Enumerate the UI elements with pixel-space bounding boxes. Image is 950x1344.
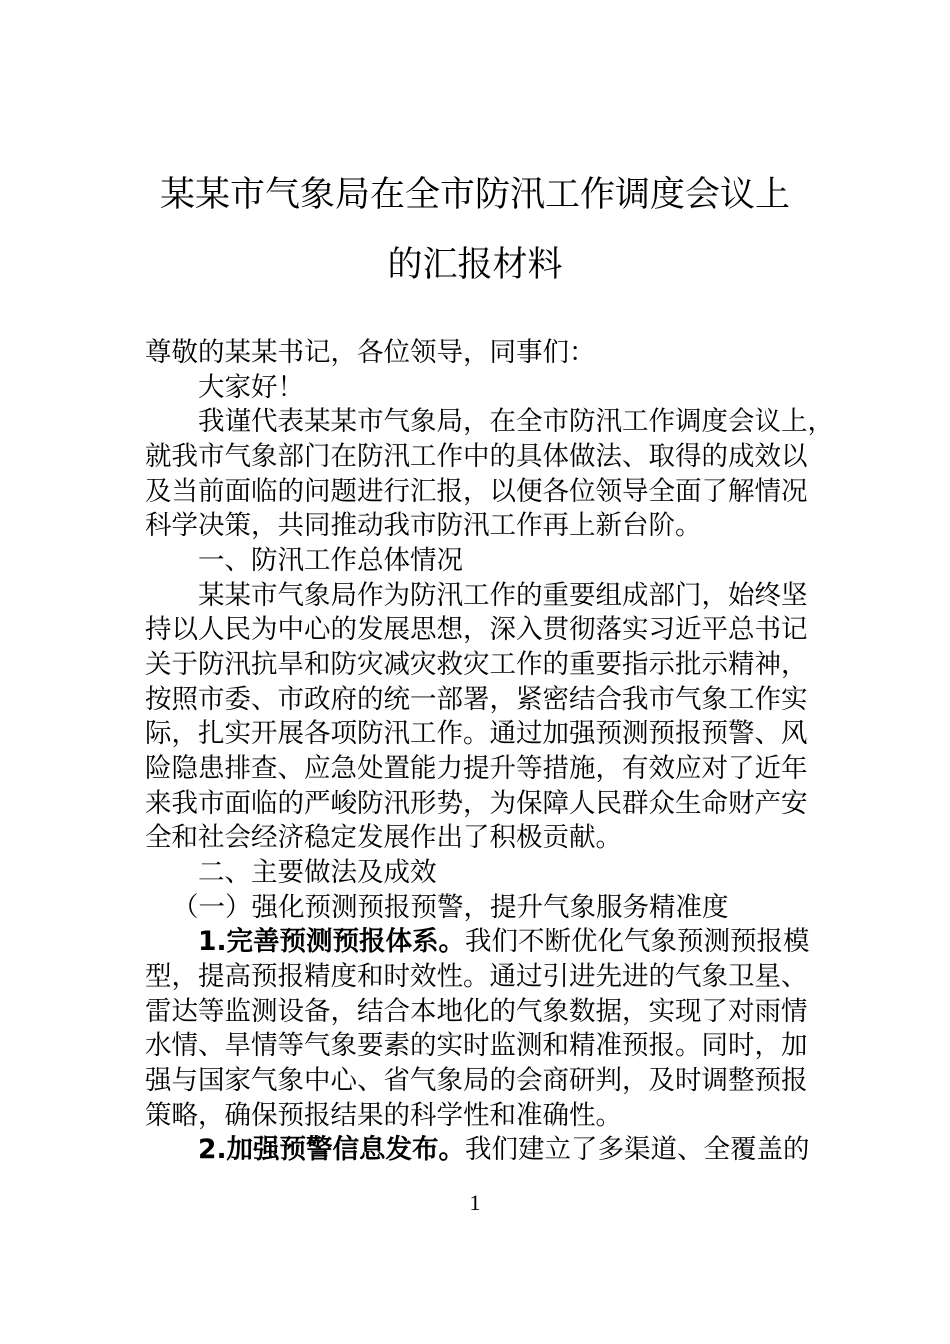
paragraph-line: 雷达等监测设备，结合本地化的气象数据，实现了对雨情 [145,996,808,1027]
paragraph-line: 及当前面临的问题进行汇报，以便各位领导全面了解情况 [145,476,808,507]
paragraph-line: 险隐患排查、应急处置能力提升等措施，有效应对了近年 [145,753,808,784]
paragraph-line: 按照市委、市政府的统一部署，紧密结合我市气象工作实 [145,684,808,715]
salutation: 尊敬的某某书记，各位领导，同事们： [145,337,596,368]
paragraph-line: 关于防汛抗旱和防灾减灾救灾工作的重要指示批示精神， [145,649,808,680]
paragraph-line: 全和社会经济稳定发展作出了积极贡献。 [145,822,622,853]
paragraph-line: 强与国家气象中心、省气象局的会商研判，及时调整预报 [145,1065,808,1096]
paragraph-line: 我谨代表某某市气象局，在全市防汛工作调度会议上， [198,406,834,437]
paragraph-line [198,1133,810,1167]
paragraph-line: 策略，确保预报结果的科学性和准确性。 [145,1100,622,1131]
paragraph-line: 某某市气象局作为防汛工作的重要组成部门，始终坚 [198,580,808,611]
paragraph-line [198,925,810,959]
item-text: 我们不断优化气象预测预报模 [465,926,810,957]
item-heading: 1.完善预测预报体系。 [198,926,466,957]
paragraph-line: 来我市面临的严峻防汛形势，为保障人民群众生命财产安 [145,788,808,819]
item-text: 我们建立了多渠道、全覆盖的 [465,1134,810,1165]
paragraph-line: 际，扎实开展各项防汛工作。通过加强预测预报预警、风 [145,718,808,749]
title-line-2: 的汇报材料 [387,245,563,285]
title-line-1: 某某市气象局在全市防汛工作调度会议上 [159,175,790,215]
paragraph-line: 科学决策，共同推动我市防汛工作再上新台阶。 [145,510,702,541]
subsection-heading: （一）强化预测预报预警，提升气象服务精准度 [172,892,729,923]
section-heading: 一、防汛工作总体情况 [198,545,463,576]
section-heading: 二、主要做法及成效 [198,857,437,888]
paragraph-line: 持以人民为中心的发展思想，深入贯彻落实习近平总书记 [145,614,808,645]
greeting: 大家好！ [198,372,304,403]
item-heading: 2.加强预警信息发布。 [198,1134,466,1165]
paragraph-line: 就我市气象部门在防汛工作中的具体做法、取得的成效以 [145,441,808,472]
page-number: 1 [469,1190,481,1215]
paragraph-line: 水情、旱情等气象要素的实时监测和精准预报。同时，加 [145,1030,808,1061]
paragraph-line: 型，提高预报精度和时效性。通过引进先进的气象卫星、 [145,961,808,992]
